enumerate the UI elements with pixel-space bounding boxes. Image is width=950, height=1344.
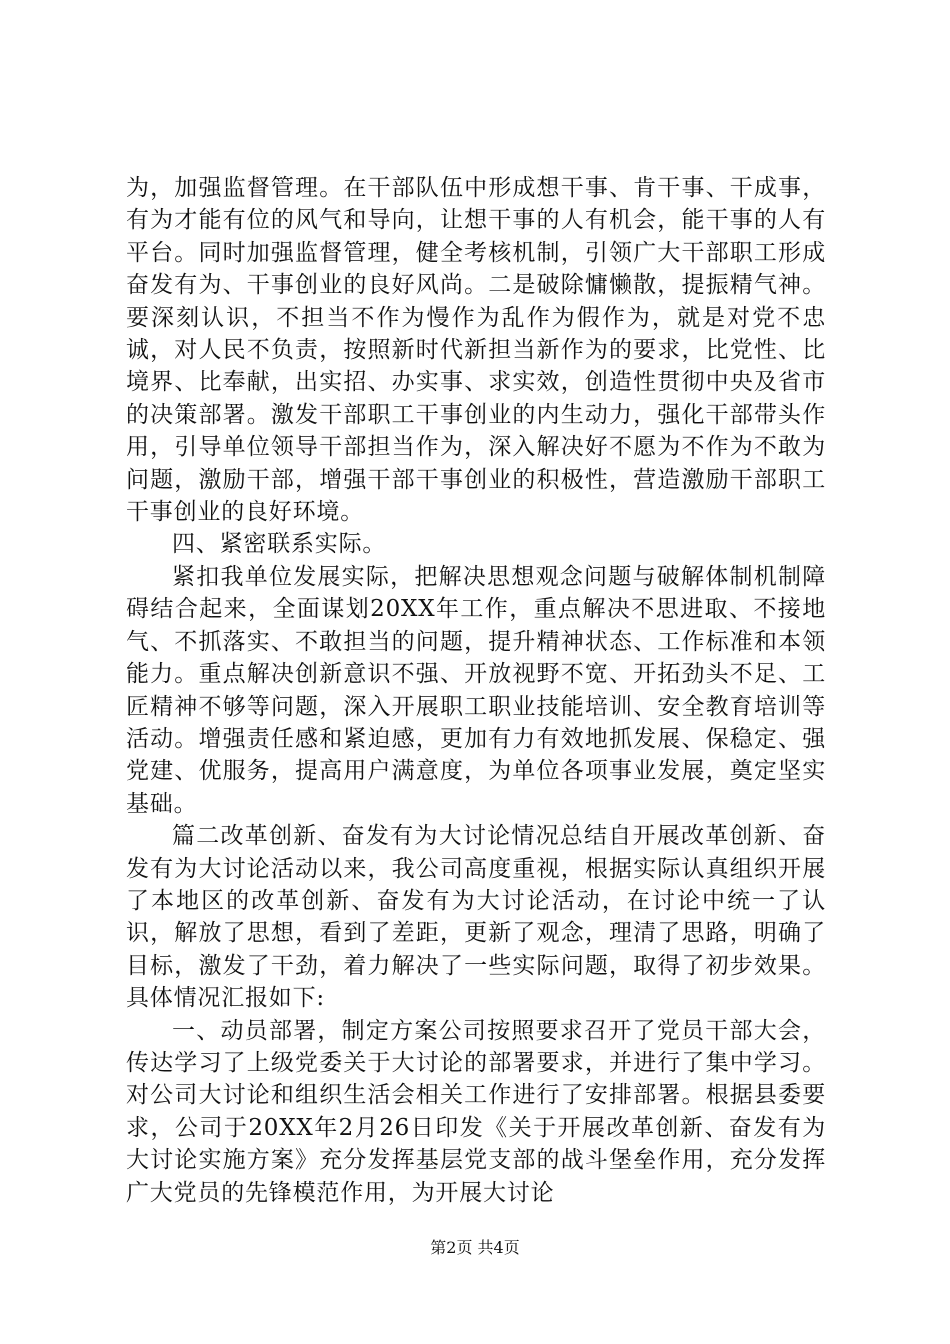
page-footer	[0, 1237, 950, 1259]
paragraph-mobilization: 一、动员部署，制定方案公司按照要求召开了党员干部大会，传达学习了上级党委关于大讨论的部署要求，并进行了集中学习。对公司大讨论和组织生活会相关工作进行了安排部署。根据县委要求，公司于20XX年2月26日印发《关于开展改革创新、奋发有为大讨论实施方案》充分发挥基层党支部的战斗堡垒作用，充分发挥广大党员的先锋模范作用，为开展大讨论	[126, 1017, 826, 1206]
section-heading-four: 四、紧密联系实际。	[172, 531, 387, 558]
paragraph-part-two-intro: 篇二改革创新、奋发有为大讨论情况总结自开展改革创新、奋发有为大讨论活动以来，我公司高度重视，根据实际认真组织开展了本地区的改革创新、奋发有为大讨论活动，在讨论中统一了认识，解放了思想，看到了差距，更新了观念，理清了思路，明确了目标，激发了干劲，着力解决了一些实际问题，取得了初步效果。具体情况汇报如下:	[126, 823, 826, 1012]
paragraph-practice: 紧扣我单位发展实际，把解决思想观念问题与破解体制机制障碍结合起来，全面谋划20XX年工作，重点解决不思进取、不接地气、不抓落实、不敢担当的问题，提升精神状态、工作标准和本领能力。重点解决创新意识不强、开放视野不宽、开拓劲头不足、工匠精神不够等问题，深入开展职工职业技能培训、安全教育培训等活动。增强责任感和紧迫感，更加有力有效地抓发展、保稳定、强党建、优服务，提高用户满意度，为单位各项事业发展，奠定坚实基础。	[126, 563, 826, 817]
page-number: 第2页 共4页	[430, 1238, 520, 1257]
paragraph-continuation: 为，加强监督管理。在干部队伍中形成想干事、肯干事、干成事，有为才能有位的风气和导向，让想干事的人有机会，能干事的人有平台。同时加强监督管理，健全考核机制，引领广大干部职工形成奋发有为、干事创业的良好风尚。二是破除慵懒散，提振精气神。要深刻认识，不担当不作为慢作为乱作为假作为，就是对党不忠诚，对人民不负责，按照新时代新担当新作为的要求，比党性、比境界、比奉献，出实招、办实事、求实效，创造性贯彻中央及省市的决策部署。激发干部职工干事创业的内生动力，强化干部带头作用，引导单位领导干部担当作为，深入解决好不愿为不作为不敢为问题，激励干部，增强干部干事创业的积极性，营造激励干部职工干事创业的良好环境。	[126, 175, 826, 526]
body-text	[126, 172, 826, 1209]
